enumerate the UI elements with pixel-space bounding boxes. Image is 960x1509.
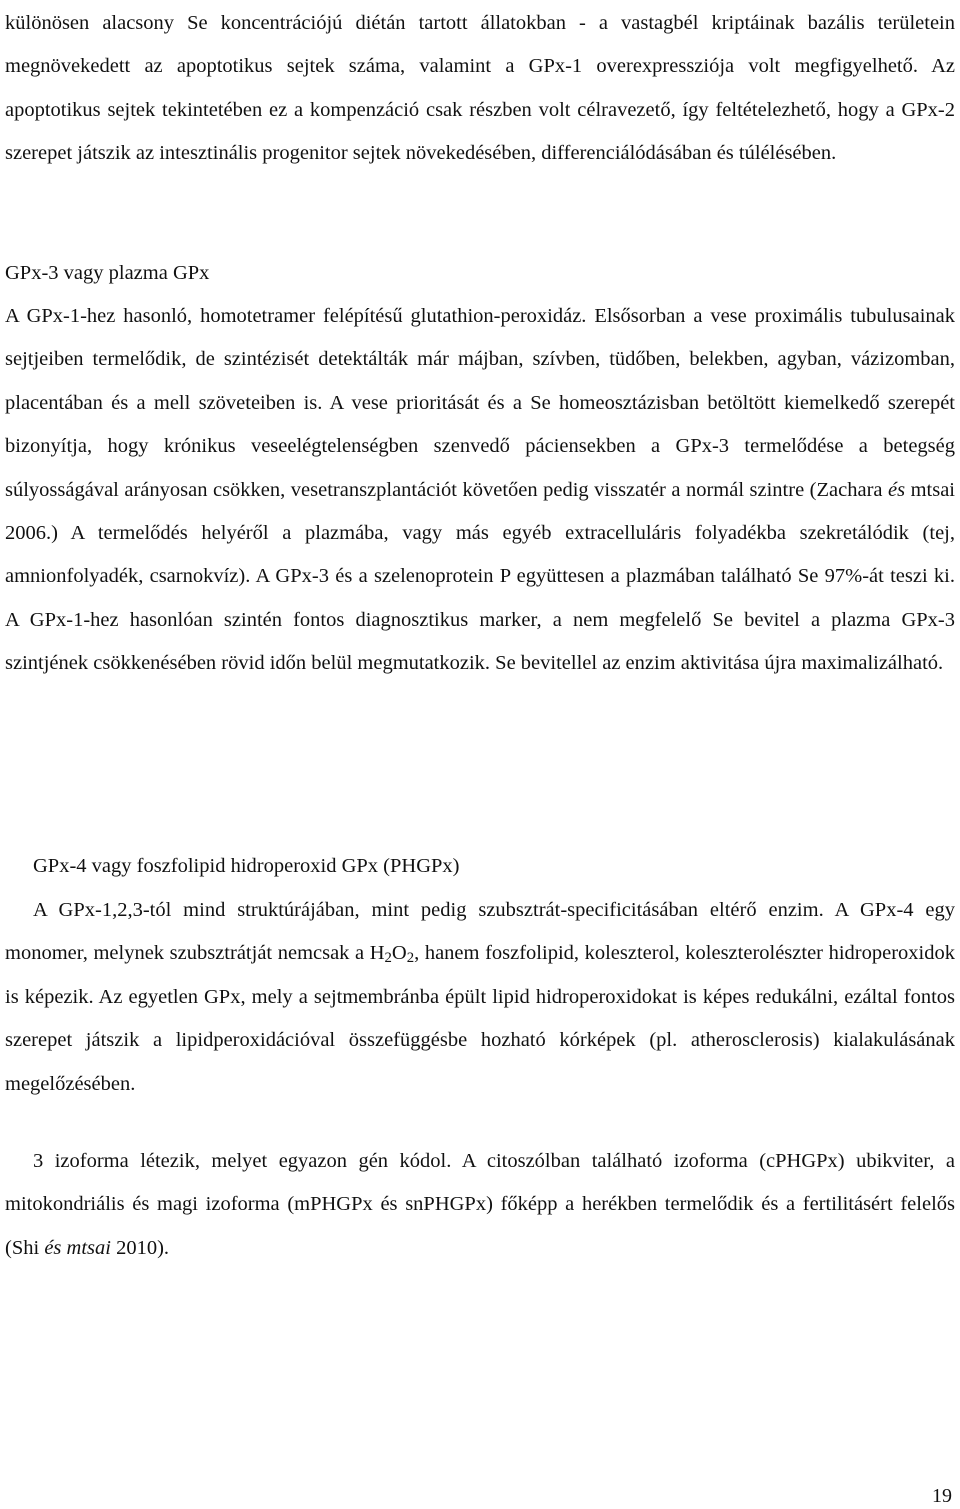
formula-subscript-1: 2 [384, 950, 392, 967]
formula-mid: O [391, 942, 407, 965]
section-heading-gpx3: GPx-3 vagy plazma GPx [5, 262, 210, 284]
page-number: 19 [932, 1485, 952, 1507]
gpx4-text-before-formula: A GPx-1,2,3-tól mind struktúrájában, mint pedig szubsztrát-specificitásában eltérő enzim. A GPx-4 egy monomer, melynek szubsztrátját nemcsak a H [5, 899, 955, 965]
intro-paragraph: különösen alacsony Se koncentrációjú diétán tartott állatokban - a vastagbél kriptáinak bazális területein megnövekedett az apoptotikus sejtek száma, valamint a GPx-1 overexpressziója volt megfigyelhető. Az apoptotikus sejtek tekintetében ez a kompenzáció csak részben volt célravezető, így feltételezhető, hogy a GPx-2 szerepet játszik az intesztinális progenitor sejtek növekedésében, differenciálódásában és túlélésében. [5, 12, 955, 165]
gpx4-text-after-formula: , hanem foszfolipid, koleszterol, koleszterolészter hidroperoxidok is képezik. Az egyetlen GPx, mely a sejtmembránba épült lipid hidroperoxidokat is képes redukálni, ezáltal fontos szerepet játszik a lipidperoxidációval összefüggésbe hozható kórképek (pl. atherosclerosis) kialakulásának megelőzésében. [5, 942, 956, 1095]
paragraph-gpx4-2 [5, 1140, 955, 1270]
paragraph-gpx4-1 [5, 889, 955, 1106]
gpx3-text-part2: mtsai 2006.) A termelődés helyéről a plazmába, vagy más egyéb extracelluláris folyadékba szekretálódik (tej, amnionfolyadék, csarnokvíz). A GPx-3 és a szelenoprotein P együttesen a plazmában található Se 97%-át teszi ki. A GPx-1-hez hasonlóan szintén fontos diagnosztikus marker, a nem megfelelő Se bevitel a plazma GPx-3 szintjének csökkenésében rövid időn belül megmutatkozik. Se bevitellel az enzim aktivitása újra maximalizálható. [5, 478, 955, 675]
gpx4-p2-text-part1: 3 izoforma létezik, melyet egyazon gén kódol. A citoszólban található izoforma (cPHGPx) ubikviter, a mitokondriális és magi izoforma (mPHGPx és snPHGPx) főképp a herékben termelődik és a fertilitásért felelős (Shi [5, 1150, 955, 1259]
gpx3-text-part1: A GPx-1-hez hasonló, homotetramer felépítésű glutathion-peroxidáz. Elsősorban a vese proximális tubulusainak sejtjeiben termelődik, de szintézisét detektálták már májban, szívben, tüdőben, belekben, agyban, vázizomban, placentában és a mell szöveteiben is. A vese prioritását és a Se homeosztázisban betöltött kiemelkedő szerepét bizonyítja, hogy krónikus veseelégtelenségben szenvedő páciensekben a GPx-3 termelődése a betegség súlyosságával arányosan csökken, vesetranszplantációt követően pedig visszatér a normál szintre (Zachara [5, 305, 955, 501]
paragraph-gpx3 [5, 295, 955, 686]
gpx4-p2-citation-italic: és mtsai [44, 1236, 111, 1259]
section-heading-gpx4: GPx-4 vagy foszfolipid hidroperoxid GPx (PHGPx) [33, 855, 460, 877]
gpx3-citation-italic: és [888, 478, 906, 501]
formula-subscript-2: 2 [406, 950, 415, 967]
gpx4-p2-text-part2: 2010). [110, 1236, 170, 1259]
